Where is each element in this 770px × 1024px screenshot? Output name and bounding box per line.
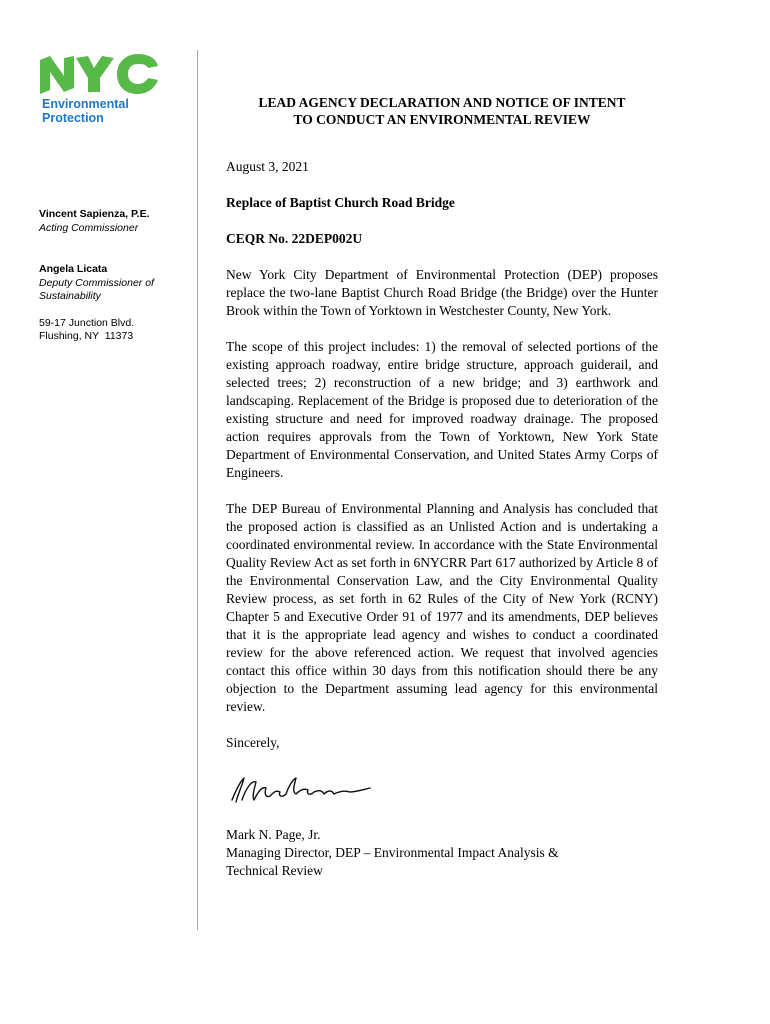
commissioner-block — [39, 208, 189, 235]
letter-title — [226, 94, 658, 128]
vertical-divider — [197, 50, 198, 930]
nyc-dep-logo — [40, 52, 160, 132]
ceqr-number: CEQR No. 22DEP002U — [226, 231, 363, 246]
deputy-block — [39, 263, 189, 304]
letter-date: August 3, 2021 — [226, 159, 309, 174]
title-line2: TO CONDUCT AN ENVIRONMENTAL REVIEW — [293, 112, 591, 127]
sidebar — [39, 208, 189, 357]
address-line2: Flushing, NY 11373 — [39, 330, 134, 342]
commissioner-role: Acting Commissioner — [39, 221, 139, 234]
letter-body — [226, 94, 658, 880]
signer-name: Mark N. Page, Jr. — [226, 827, 321, 842]
signature-icon — [226, 760, 376, 818]
deputy-role-line1: Deputy Commissioner of — [39, 276, 154, 289]
commissioner-name: Vincent Sapienza, P.E. — [39, 208, 150, 220]
signature — [226, 760, 658, 818]
signer-title-line2: Technical Review — [226, 863, 323, 878]
address-line1: 59-17 Junction Blvd. — [39, 316, 135, 329]
paragraph-1: New York City Department of Environmental Protection (DEP) proposes replace the two-lane Baptist Church Road Bridge (the Bridge) over the Hunter Brook within the Town of Yorktown in Westchester County, New York. — [226, 267, 658, 318]
letter-subject: Replace of Baptist Church Road Bridge — [226, 195, 455, 210]
address-block — [39, 317, 189, 344]
logo-line-environmental: Environmental — [42, 97, 129, 111]
logo-line-protection: Protection — [42, 111, 104, 125]
title-line1: LEAD AGENCY DECLARATION AND NOTICE OF INTENT — [258, 95, 626, 110]
nyc-logo-icon — [40, 52, 160, 96]
signer-block — [226, 826, 658, 880]
signer-title-line1: Managing Director, DEP – Environmental Impact Analysis & — [226, 845, 559, 860]
paragraph-2: The scope of this project includes: 1) the removal of selected portions of the existing approach roadway, entire bridge structure, approach guiderail, and selected trees; 2) reconstruction of a new bridge; and 3) earthwork and landscaping. Replacement of the Bridge is proposed due to deterioration of the existing structure and need for improved roadway drainage. The proposed action requires approvals from the Town of Yorktown, New York State Department of Environmental Conservation, and United States Army Corps of Engineers. — [226, 339, 658, 480]
closing: Sincerely, — [226, 735, 280, 750]
paragraph-3: The DEP Bureau of Environmental Planning and Analysis has concluded that the proposed action is classified as an Unlisted Action and is undertaking a coordinated environmental review. In accordance with the State Environmental Quality Review Act as set forth in 6NYCRR Part 617 authorized by Article 8 of the Environmental Conservation Law, and the City Environmental Quality Review process, as set forth in 62 Rules of the City of New York (RCNY) Chapter 5 and Executive Order 91 of 1977 and its amendments, DEP believes that it is the appropriate lead agency and wishes to conduct a coordinated review for the above referenced action. We request that involved agencies contact this office within 30 days from this notification should there be any objection to the Department assuming lead agency for this environmental review. — [226, 501, 658, 714]
deputy-role-line2: Sustainability — [39, 290, 101, 302]
deputy-name: Angela Licata — [39, 263, 108, 275]
